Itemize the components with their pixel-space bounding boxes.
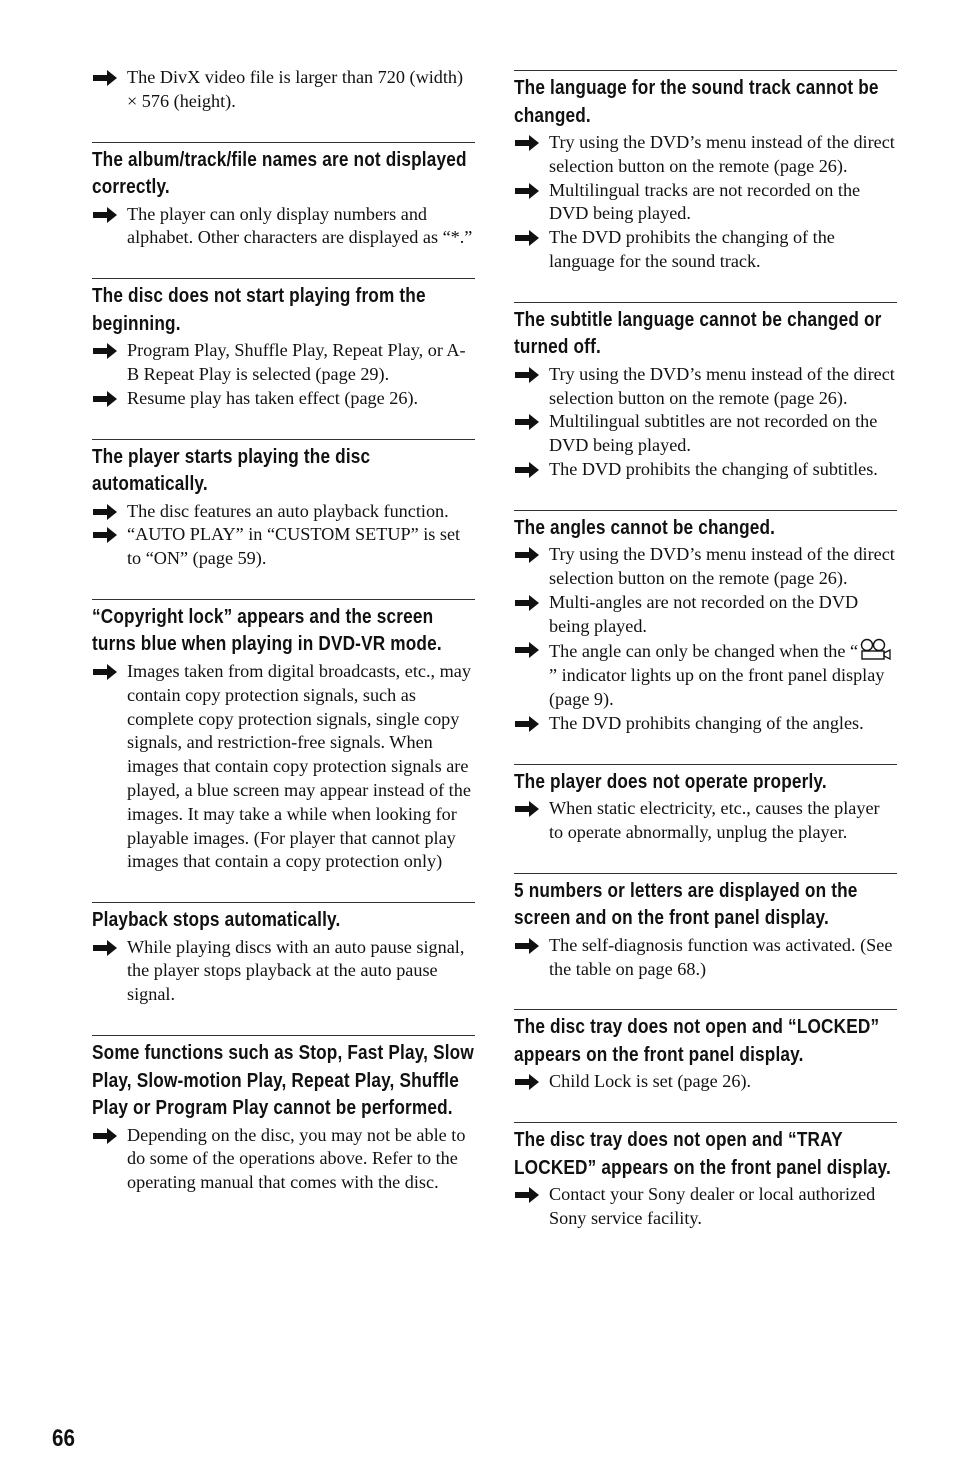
section-five-numbers [514,873,897,982]
list-item: Try using the DVD’s menu instead of the direct selection button on the remote (page 26). [514,543,897,591]
arrow-icon [92,936,119,960]
arrow-icon [514,1070,541,1094]
arrow-icon [514,179,541,203]
list-item: Try using the DVD’s menu instead of the direct selection button on the remote (page 26). [514,131,897,179]
arrow-icon [92,523,119,547]
section-album-names [92,142,475,251]
list-item: The DVD prohibits changing of the angles. [514,712,897,736]
list-item: Resume play has taken effect (page 26). [92,387,475,411]
section-angles [514,510,897,736]
arrow-icon [92,203,119,227]
section-title: The disc does not start playing from the beginning. [92,285,426,335]
list-item: The DivX video file is larger than 720 (width) × 576 (height). [92,66,475,114]
list-item: Multi-angles are not recorded on the DVD being played. [514,591,897,639]
arrow-icon [514,638,541,662]
section-tray-locked [514,1009,897,1094]
arrow-icon [92,339,119,363]
arrow-icon [514,591,541,615]
section-title: The disc tray does not open and “LOCKED” appears on the front panel display. [514,1016,880,1066]
right-column [514,0,897,1259]
section-not-from-beginning [92,278,475,410]
section-sound-track-language [514,70,897,274]
section-not-operate [514,764,897,845]
arrow-icon [514,131,541,155]
arrow-icon [514,712,541,736]
list-item [514,638,897,711]
section-playback-stops [92,902,475,1007]
list-item: The disc features an auto playback function. [92,500,475,524]
arrow-icon [92,1124,119,1148]
arrow-icon [514,543,541,567]
list-item: The self-diagnosis function was activated. (See the table on page 68.) [514,934,897,982]
list-item: Program Play, Shuffle Play, Repeat Play, or A-B Repeat Play is selected (page 29). [92,339,475,387]
arrow-icon [514,934,541,958]
arrow-icon [514,1183,541,1207]
arrow-icon [514,410,541,434]
list-item: The DVD prohibits the changing of subtitles. [514,458,897,482]
section-title: The disc tray does not open and “TRAY LOCKED” appears on the front panel display. [514,1129,891,1179]
list-item: The DVD prohibits the changing of the language for the sound track. [514,226,897,274]
list-item: “AUTO PLAY” in “CUSTOM SETUP” is set to “ON” (page 59). [92,523,475,571]
section-title: Playback stops automatically. [92,909,341,932]
left-column [92,0,475,1223]
list-item: Contact your Sony dealer or local authorized Sony service facility. [514,1183,897,1231]
list-item: Multilingual tracks are not recorded on the DVD being played. [514,179,897,227]
list-item: When static electricity, etc., causes the player to operate abnormally, unplug the player. [514,797,897,845]
arrow-icon [514,458,541,482]
list-item: Depending on the disc, you may not be able to do some of the operations above. Refer to the operating manual that comes with the disc. [92,1124,475,1195]
section-title: The angles cannot be changed. [514,516,776,539]
section-subtitle-language [514,302,897,482]
lead-items [92,66,475,114]
arrow-icon [514,797,541,821]
section-functions-not-performed [92,1035,475,1195]
list-item: Multilingual subtitles are not recorded on the DVD being played. [514,410,897,458]
section-title: The player starts playing the disc automatically. [92,445,371,496]
angle-item-text: The angle can only be changed when the “” indicator lights up on the front panel display (page 9). [549,638,897,711]
section-title: The album/track/file names are not displayed correctly. [92,148,467,199]
section-tray-locked-display [514,1122,897,1231]
arrow-icon [92,387,119,411]
list-item: While playing discs with an auto pause signal, the player stops playback at the auto pause signal. [92,936,475,1007]
page-number: 66 [52,1425,75,1452]
list-item: Try using the DVD’s menu instead of the direct selection button on the remote (page 26). [514,363,897,411]
section-title: The subtitle language cannot be changed or turned off. [514,308,882,359]
arrow-icon [92,66,119,90]
section-title: Some functions such as Stop, Fast Play, Slow Play, Slow-motion Play, Repeat Play, Shuffle Play or Program Play cannot be performed. [92,1042,474,1120]
arrow-icon [514,363,541,387]
section-title: The language for the sound track cannot be changed. [514,77,879,127]
list-item: Images taken from digital broadcasts, etc., may contain copy protection signals, such as complete copy protection signals, single copy signals, and restriction-free signals. When images that contain copy protection signals are played, a blue screen may appear instead of the images. It may take a while when looking for playable images. (For player that cannot play images that contain a copy protection only) [92,660,475,874]
camera-icon [859,638,893,660]
arrow-icon [92,500,119,524]
arrow-icon [514,226,541,250]
section-copyright-lock [92,599,475,874]
section-title: “Copyright lock” appears and the screen turns blue when playing in DVD-VR mode. [92,605,442,656]
section-auto-start [92,439,475,571]
arrow-icon [92,660,119,684]
section-title: 5 numbers or letters are displayed on the screen and on the front panel display. [514,879,858,930]
list-item: The player can only display numbers and alphabet. Other characters are displayed as “*.” [92,203,475,251]
section-title: The player does not operate properly. [514,770,827,793]
list-item: Child Lock is set (page 26). [514,1070,897,1094]
